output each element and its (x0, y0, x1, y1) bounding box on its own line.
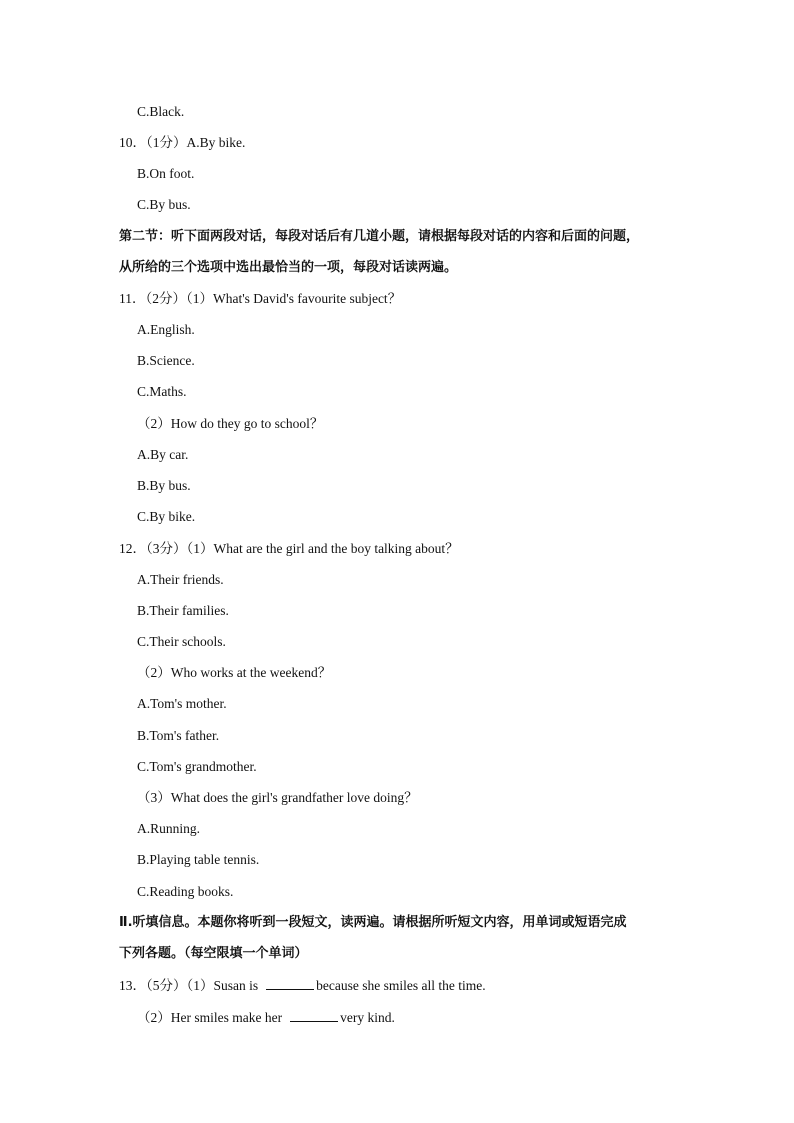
q12-3-option-c: C.Reading books. (137, 884, 234, 899)
q11-stem: 11．（2分）（1）What's David's favourite subject？ (119, 291, 402, 306)
q12-1-option-b: B.Their families. (137, 603, 229, 618)
q13-2-question (137, 1007, 395, 1028)
q12-1-option-a: A.Their friends. (137, 572, 224, 587)
q12-3-option-a: A.Running. (137, 821, 201, 836)
q12-2-question: （2）Who works at the weekend？ (137, 665, 332, 680)
section2-instruction-line1: 第二节：听下面两段对话，每段对话后有几道小题，请根据每段对话的内容和后面的问题， (119, 229, 640, 244)
q11-1-option-b: B.Science. (137, 353, 195, 368)
q12-stem: 12．（3分）（1）What are the girl and the boy talking about？ (119, 541, 459, 556)
q13-2-text-after: very kind. (340, 1010, 395, 1025)
q11-2-option-a: A.By car. (137, 447, 189, 462)
q12-3-option-b: B.Playing table tennis. (137, 852, 260, 867)
q12-1-option-c: C.Their schools. (137, 634, 226, 649)
q13-2-answer-blank[interactable] (290, 1007, 338, 1022)
q13-1-answer-blank[interactable] (266, 975, 314, 990)
q11-2-option-c: C.By bike. (137, 509, 196, 524)
section3-instruction-line2: 下列各题。（每空限填一个单词） (119, 946, 308, 961)
q10-option-c: C.By bus. (137, 197, 191, 212)
q11-1-option-a: A.English. (137, 322, 195, 337)
q12-2-option-c: C.Tom's grandmother. (137, 759, 257, 774)
section3-instruction-line1: Ⅱ.听填信息。本题你将听到一段短文，读两遍。请根据所听短文内容，用单词或短语完成 (119, 915, 627, 930)
q11-2-question: （2）How do they go to school？ (137, 416, 324, 431)
q13-stem-text-after: because she smiles all the time. (316, 978, 486, 993)
q13-stem-text: 13．（5分）（1）Susan is (119, 978, 259, 993)
q13-stem (119, 975, 486, 996)
q10-option-b: B.On foot. (137, 166, 195, 181)
q10-stem: 10．（1分）A.By bike. (119, 135, 246, 150)
q11-2-option-b: B.By bus. (137, 478, 191, 493)
q11-1-option-c: C.Maths. (137, 384, 187, 399)
q12-2-option-a: A.Tom's mother. (137, 696, 227, 711)
q9-option-c: C.Black. (137, 104, 185, 119)
q12-3-question: （3）What does the girl's grandfather love doing？ (137, 790, 418, 805)
q13-2-text: （2）Her smiles make her (137, 1010, 283, 1025)
q12-2-option-b: B.Tom's father. (137, 728, 220, 743)
section2-instruction-line2: 从所给的三个选项中选出最恰当的一项，每段对话读两遍。 (119, 260, 458, 275)
